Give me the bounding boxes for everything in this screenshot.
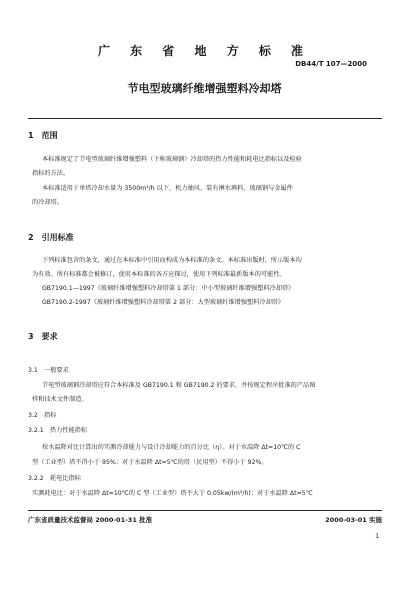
- clause-3-1-para: 节电型玻璃钢冷却塔应符合本标准及 GB7190.1 和 GB7190.2 的要求，并按规定程序批准的产品图: [42, 382, 316, 389]
- clause-3-2-1-heading: 3.2.1 热力性能指标: [28, 427, 88, 434]
- reference-1: GB7190.1—1997《玻璃纤维增强塑料冷却塔第 1 部分：中小型玻璃纤维增强塑料冷却塔》: [42, 285, 295, 292]
- section-2-para-1-cont: 为有效。所有标准都会被修订，使用本标准的各方应探讨，使用下列标准最新版本的可能性。: [32, 271, 286, 278]
- reference-2: GB7190.2-1997《玻璃纤维增强塑料冷却塔第 2 部分：大型玻璃纤维增强塑料冷却塔》: [42, 299, 285, 306]
- clause-3-2-1-para-cont: 型（工业型）塔不得小于 95%；对于水温降 Δt=5℃的塔（民用型）不得小于 92%。: [32, 459, 268, 466]
- clause-3-2-2-para: 实测耗电比：对于水温降 Δt=10℃的 C 型（工业型）塔不大于 0.05kw/(m³/h)；对于水温降 Δt=5℃: [32, 490, 313, 497]
- title-rule: [28, 118, 382, 119]
- clause-3-2-2-heading: 3.2.2 耗电比指标: [28, 475, 81, 482]
- section-1-para-2: 本标准适用于单塔冷却水量为 3500m³/h 以下，机力抽风、装有淋水填料、玻璃钢与金属件: [42, 185, 293, 192]
- clause-3-1-heading: 3.1 一般要求: [28, 367, 69, 374]
- section-1-para-2-cont: 的冷却塔。: [32, 199, 63, 206]
- footer-rule: [28, 510, 382, 511]
- approval-line: 广东省质量技术监督局 2000-01-31 批准: [28, 516, 153, 524]
- section-1-para-1-cont: 指标的方法。: [32, 170, 70, 177]
- page-number: 1: [375, 533, 379, 540]
- section-1-para-1: 本标准规定了节电型玻璃纤维增强塑料（下称玻璃钢）冷却塔的热力性能和耗电比指标以及检验: [42, 156, 302, 163]
- section-2-heading: 2 引用标准: [28, 233, 74, 242]
- clause-3-2-1-para: 按水温降对比计算出的实测冷却能力与设计冷却能力的百分比（η）。对于水温降 Δt=10℃的 C: [42, 444, 301, 451]
- section-3-heading: 3 要求: [28, 332, 58, 341]
- section-1-heading: 1 范围: [28, 131, 58, 140]
- document-title: 节电型玻璃纤维增强塑料冷却塔: [127, 82, 282, 95]
- clause-3-1-para-cont: 样和技术文件制造。: [32, 396, 88, 403]
- implementation-date: 2000-03-01 实施: [325, 516, 382, 524]
- clause-3-2-heading: 3.2 指标: [28, 412, 57, 419]
- standard-number: DB44/T 107—2000: [295, 60, 367, 68]
- section-2-para-1: 下列标准包含的条文，通过在本标准中引用而构成为本标准的条文。本标准出版时，所示版本均: [42, 257, 302, 264]
- standard-category: 广 东 省 地 方 标 准: [97, 44, 312, 58]
